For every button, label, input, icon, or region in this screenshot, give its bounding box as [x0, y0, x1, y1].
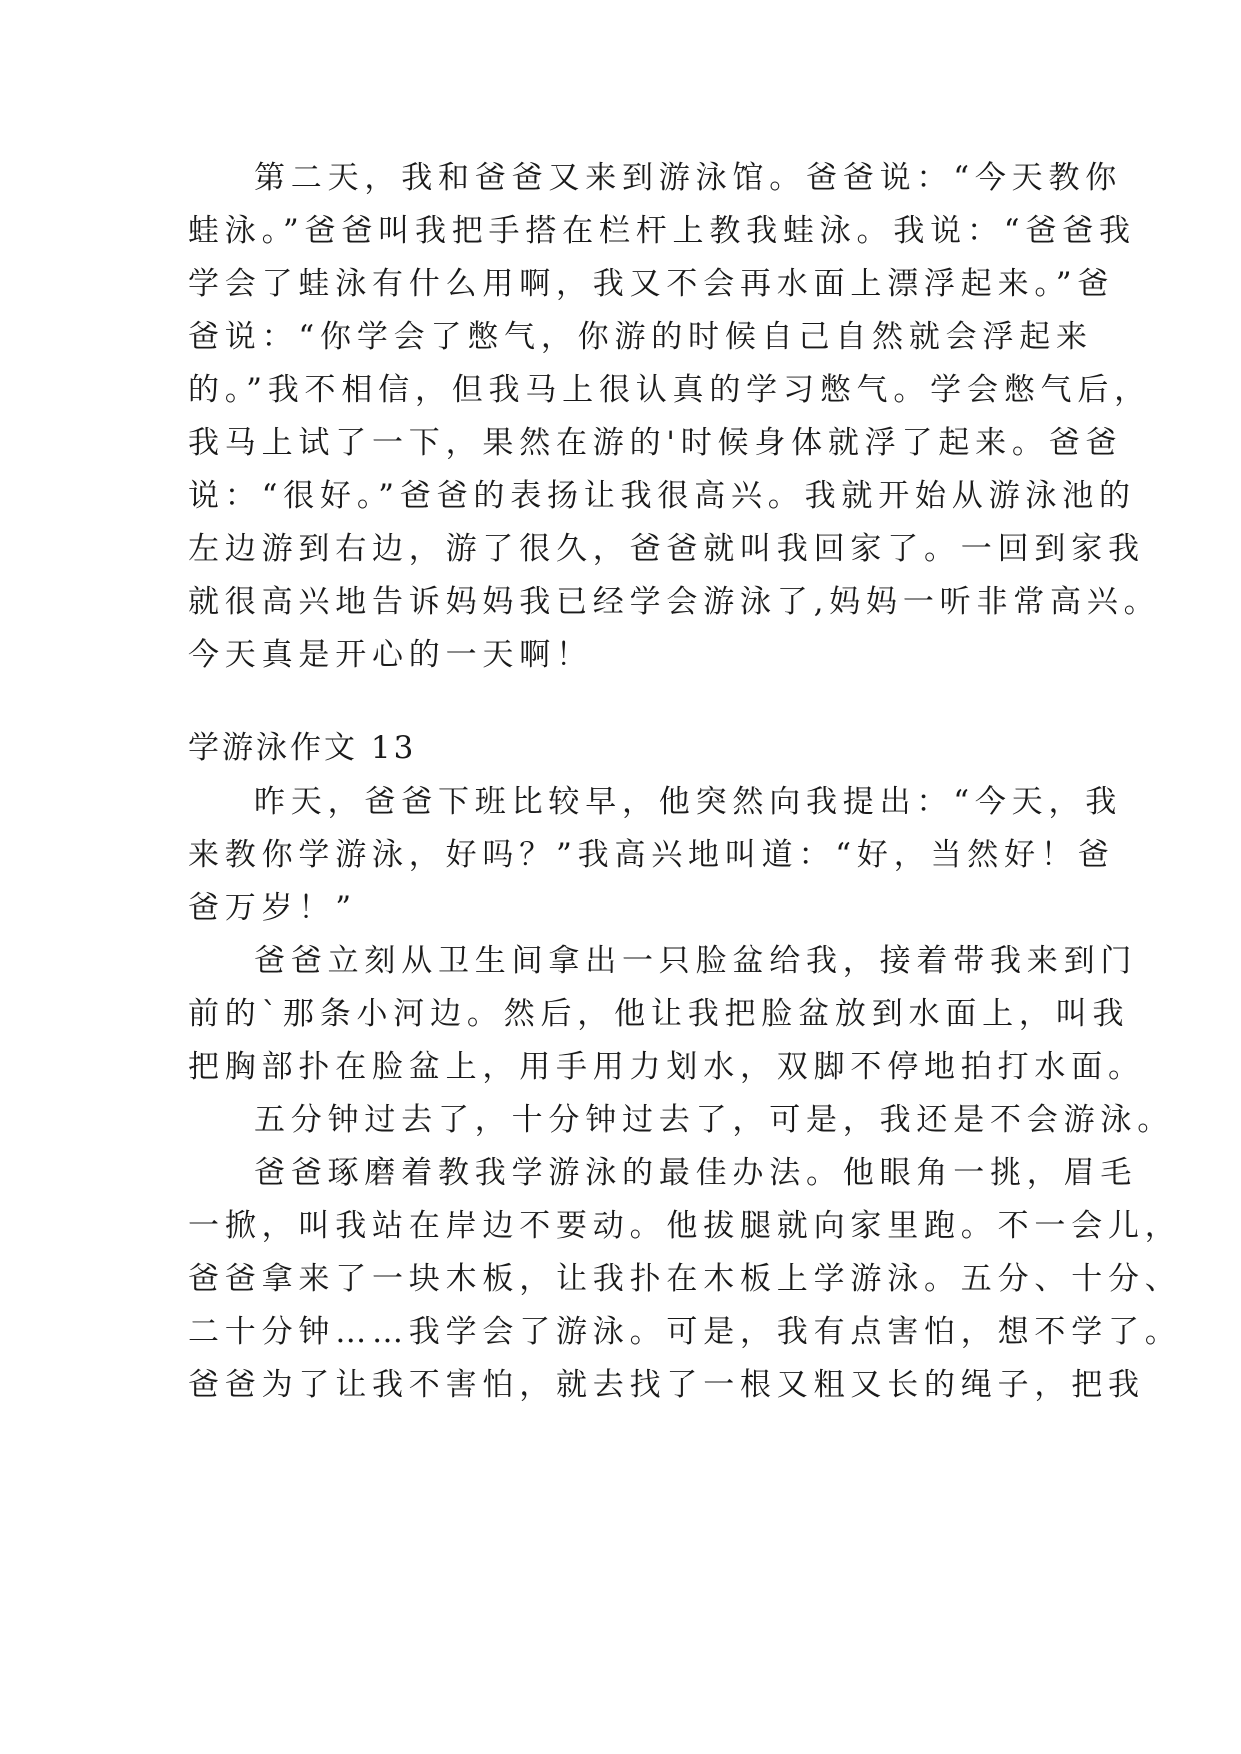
paragraph-line: 一掀，叫我站在岸边不要动。他拔腿就向家里跑。不一会儿， [188, 1208, 1182, 1244]
paragraph-line: 的。”我不相信，但我马上很认真的学习憋气。学会憋气后， [188, 372, 1151, 408]
paragraph-line: 爸爸琢磨着教我学游泳的最佳办法。他眼角一挑，眉毛 [254, 1155, 1138, 1191]
paragraph-line: 我马上试了一下，果然在游的'时候身体就浮了起来。爸爸 [188, 425, 1123, 461]
paragraph-line: 左边游到右边，游了很久，爸爸就叫我回家了。一回到家我 [188, 531, 1145, 567]
paragraph-line: 蛙泳。”爸爸叫我把手搭在栏杆上教我蛙泳。我说：“爸爸我 [188, 213, 1136, 249]
paragraph-line: 今天真是开心的一天啊！ [188, 637, 593, 673]
paragraph-line: 二十分钟……我学会了游泳。可是，我有点害怕，想不学了。 [188, 1314, 1182, 1350]
paragraph-line: 爸说：“你学会了憋气，你游的时候自己自然就会浮起来 [188, 319, 1093, 355]
paragraph-line: 爸爸立刻从卫生间拿出一只脸盆给我，接着带我来到门 [254, 943, 1138, 979]
paragraph-line: 爸万岁！” [188, 890, 357, 926]
paragraph-line: 第二天，我和爸爸又来到游泳馆。爸爸说：“今天教你 [254, 160, 1123, 196]
paragraph-line: 昨天，爸爸下班比较早，他突然向我提出：“今天，我 [254, 784, 1123, 820]
section-heading: 学游泳作文 13 [188, 730, 417, 766]
paragraph-line: 说：“很好。”爸爸的表扬让我很高兴。我就开始从游泳池的 [188, 478, 1136, 514]
paragraph-line: 爸爸拿来了一块木板，让我扑在木板上学游泳。五分、十分、 [188, 1261, 1182, 1297]
paragraph-line: 学会了蛙泳有什么用啊，我又不会再水面上漂浮起来。”爸 [188, 266, 1115, 302]
paragraph-line: 五分钟过去了，十分钟过去了，可是，我还是不会游泳。 [254, 1102, 1174, 1138]
paragraph-line: 前的`那条小河边。然后，他让我把脸盆放到水面上，叫我 [188, 996, 1130, 1032]
paragraph-line: 爸爸为了让我不害怕，就去找了一根又粗又长的绳子，把我 [188, 1367, 1145, 1403]
paragraph-line: 就很高兴地告诉妈妈我已经学会游泳了,妈妈一听非常高兴。 [188, 584, 1161, 620]
paragraph-line: 把胸部扑在脸盆上，用手用力划水，双脚不停地拍打水面。 [188, 1049, 1145, 1085]
paragraph-line: 来教你学游泳，好吗？”我高兴地叫道：“好，当然好！爸 [188, 837, 1115, 873]
